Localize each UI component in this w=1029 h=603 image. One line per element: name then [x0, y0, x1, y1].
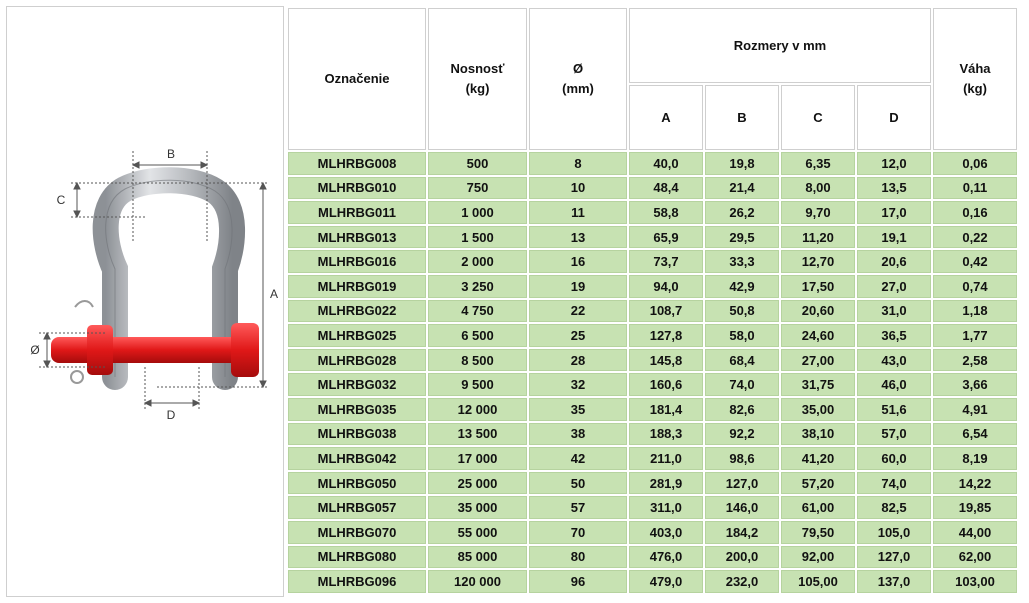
cell-weight: 1,77 — [933, 324, 1017, 347]
cell-dim-d: 27,0 — [857, 275, 931, 298]
cell-capacity: 1 000 — [428, 201, 527, 224]
table-row — [288, 201, 1017, 224]
cell-dim-b: 82,6 — [705, 398, 779, 421]
cell-dim-b: 29,5 — [705, 226, 779, 249]
cell-dim-a: 145,8 — [629, 349, 703, 372]
cell-diameter: 80 — [529, 546, 627, 569]
cell-designation: MLHRBG011 — [288, 201, 426, 224]
cell-weight: 6,54 — [933, 423, 1017, 446]
cell-diameter: 42 — [529, 447, 627, 470]
cell-designation: MLHRBG032 — [288, 373, 426, 396]
cell-dim-a: 58,8 — [629, 201, 703, 224]
cell-dim-c: 57,20 — [781, 472, 855, 495]
cell-designation: MLHRBG013 — [288, 226, 426, 249]
cell-dim-b: 50,8 — [705, 300, 779, 323]
header-a: A — [629, 85, 703, 150]
cell-capacity: 25 000 — [428, 472, 527, 495]
cell-capacity: 85 000 — [428, 546, 527, 569]
cell-dim-c: 31,75 — [781, 373, 855, 396]
cell-dim-d: 127,0 — [857, 546, 931, 569]
cell-dim-d: 82,5 — [857, 496, 931, 519]
cell-dim-d: 20,6 — [857, 250, 931, 273]
cell-dim-b: 92,2 — [705, 423, 779, 446]
shackle-diagram-panel — [6, 6, 284, 597]
header-dimensions — [629, 8, 931, 83]
cell-capacity: 2 000 — [428, 250, 527, 273]
cell-dim-b: 68,4 — [705, 349, 779, 372]
cell-diameter: 28 — [529, 349, 627, 372]
shackle-diagram — [7, 7, 285, 598]
cell-designation: MLHRBG050 — [288, 472, 426, 495]
cell-diameter: 50 — [529, 472, 627, 495]
cell-weight: 0,06 — [933, 152, 1017, 175]
cell-dim-c: 79,50 — [781, 521, 855, 544]
cell-dim-a: 73,7 — [629, 250, 703, 273]
cell-weight: 0,74 — [933, 275, 1017, 298]
cell-dim-c: 105,00 — [781, 570, 855, 593]
cell-dim-c: 41,20 — [781, 447, 855, 470]
cell-weight: 19,85 — [933, 496, 1017, 519]
shackle-pin — [51, 337, 241, 363]
header-diameter-unit: (mm) — [562, 81, 594, 96]
header-capacity-unit: (kg) — [465, 81, 490, 96]
table-row — [288, 300, 1017, 323]
spec-table — [286, 6, 1019, 595]
table-row — [288, 496, 1017, 519]
header-weight-text: Váha — [959, 61, 991, 76]
cell-designation: MLHRBG025 — [288, 324, 426, 347]
dimension-d — [145, 367, 199, 411]
cell-designation: MLHRBG019 — [288, 275, 426, 298]
cell-dim-b: 146,0 — [705, 496, 779, 519]
cell-dim-c: 8,00 — [781, 177, 855, 200]
table-row — [288, 447, 1017, 470]
cell-diameter: 19 — [529, 275, 627, 298]
table-row — [288, 349, 1017, 372]
cell-dim-b: 19,8 — [705, 152, 779, 175]
header-b: B — [705, 85, 779, 150]
table-body — [288, 152, 1017, 593]
cell-dim-d: 105,0 — [857, 521, 931, 544]
header-diameter-text: Ø — [572, 61, 584, 76]
dimension-b-label: B — [166, 147, 176, 161]
cell-dim-c: 6,35 — [781, 152, 855, 175]
cell-weight: 2,58 — [933, 349, 1017, 372]
pin-nut — [231, 323, 259, 377]
cell-dim-c: 17,50 — [781, 275, 855, 298]
cell-dim-b: 200,0 — [705, 546, 779, 569]
cell-diameter: 11 — [529, 201, 627, 224]
cell-dim-a: 160,6 — [629, 373, 703, 396]
cell-dim-a: 65,9 — [629, 226, 703, 249]
cell-weight: 0,11 — [933, 177, 1017, 200]
header-capacity-text: Nosnosť — [450, 61, 505, 76]
cell-capacity: 9 500 — [428, 373, 527, 396]
cell-capacity: 17 000 — [428, 447, 527, 470]
header-weight-unit: (kg) — [963, 81, 987, 96]
cell-dim-b: 127,0 — [705, 472, 779, 495]
cell-dim-b: 21,4 — [705, 177, 779, 200]
cell-capacity: 35 000 — [428, 496, 527, 519]
cell-designation: MLHRBG038 — [288, 423, 426, 446]
cell-dim-a: 94,0 — [629, 275, 703, 298]
cell-designation: MLHRBG010 — [288, 177, 426, 200]
cell-dim-a: 403,0 — [629, 521, 703, 544]
table-row — [288, 521, 1017, 544]
cell-dim-d: 74,0 — [857, 472, 931, 495]
cell-capacity: 3 250 — [428, 275, 527, 298]
table-row — [288, 423, 1017, 446]
cell-dim-d: 31,0 — [857, 300, 931, 323]
cell-designation: MLHRBG008 — [288, 152, 426, 175]
cell-dim-b: 33,3 — [705, 250, 779, 273]
header-d: D — [857, 85, 931, 150]
cell-dim-a: 40,0 — [629, 152, 703, 175]
cell-dim-a: 188,3 — [629, 423, 703, 446]
table-row — [288, 177, 1017, 200]
cell-dim-d: 17,0 — [857, 201, 931, 224]
cell-dim-d: 12,0 — [857, 152, 931, 175]
header-weight — [933, 8, 1017, 150]
cell-dim-c: 27,00 — [781, 349, 855, 372]
cell-weight: 1,18 — [933, 300, 1017, 323]
cell-dim-b: 58,0 — [705, 324, 779, 347]
cell-diameter: 96 — [529, 570, 627, 593]
cell-dim-a: 281,9 — [629, 472, 703, 495]
cell-dim-d: 43,0 — [857, 349, 931, 372]
dimension-b — [133, 151, 207, 243]
cell-capacity: 500 — [428, 152, 527, 175]
cell-designation: MLHRBG080 — [288, 546, 426, 569]
table-row — [288, 472, 1017, 495]
header-designation — [288, 8, 426, 150]
cell-dim-a: 127,8 — [629, 324, 703, 347]
cell-diameter: 8 — [529, 152, 627, 175]
cell-weight: 8,19 — [933, 447, 1017, 470]
cell-weight: 0,22 — [933, 226, 1017, 249]
cell-designation: MLHRBG016 — [288, 250, 426, 273]
cell-designation: MLHRBG028 — [288, 349, 426, 372]
cell-dim-c: 24,60 — [781, 324, 855, 347]
cell-weight: 3,66 — [933, 373, 1017, 396]
table-row — [288, 570, 1017, 593]
cell-diameter: 10 — [529, 177, 627, 200]
cell-capacity: 55 000 — [428, 521, 527, 544]
cell-diameter: 70 — [529, 521, 627, 544]
cell-dim-a: 311,0 — [629, 496, 703, 519]
cell-capacity: 12 000 — [428, 398, 527, 421]
cell-dim-c: 12,70 — [781, 250, 855, 273]
cell-weight: 103,00 — [933, 570, 1017, 593]
cell-dim-c: 20,60 — [781, 300, 855, 323]
cell-diameter: 25 — [529, 324, 627, 347]
cell-dim-c: 61,00 — [781, 496, 855, 519]
cell-dim-a: 181,4 — [629, 398, 703, 421]
cell-diameter: 57 — [529, 496, 627, 519]
cell-capacity: 120 000 — [428, 570, 527, 593]
cell-dim-d: 57,0 — [857, 423, 931, 446]
dimension-a-label: A — [269, 287, 279, 301]
cell-diameter: 32 — [529, 373, 627, 396]
cell-dim-d: 137,0 — [857, 570, 931, 593]
cell-dim-c: 11,20 — [781, 226, 855, 249]
cell-weight: 44,00 — [933, 521, 1017, 544]
table-row — [288, 275, 1017, 298]
header-capacity — [428, 8, 527, 150]
cell-designation: MLHRBG070 — [288, 521, 426, 544]
cell-dim-b: 42,9 — [705, 275, 779, 298]
cell-diameter: 22 — [529, 300, 627, 323]
cell-dim-c: 38,10 — [781, 423, 855, 446]
table-row — [288, 373, 1017, 396]
header-c: C — [781, 85, 855, 150]
cotter-pin-icon — [71, 371, 83, 383]
cell-diameter: 16 — [529, 250, 627, 273]
cell-dim-b: 232,0 — [705, 570, 779, 593]
cell-weight: 4,91 — [933, 398, 1017, 421]
cell-designation: MLHRBG035 — [288, 398, 426, 421]
cell-weight: 0,42 — [933, 250, 1017, 273]
cell-weight: 14,22 — [933, 472, 1017, 495]
table-row — [288, 250, 1017, 273]
cell-dim-c: 35,00 — [781, 398, 855, 421]
cell-designation: MLHRBG057 — [288, 496, 426, 519]
table-row — [288, 324, 1017, 347]
cell-dim-a: 108,7 — [629, 300, 703, 323]
dimension-d-label: D — [166, 408, 176, 422]
header-diameter — [529, 8, 627, 150]
cell-dim-b: 26,2 — [705, 201, 779, 224]
header-designation-text: Označenie — [324, 71, 390, 86]
cell-dim-d: 19,1 — [857, 226, 931, 249]
cell-dim-b: 74,0 — [705, 373, 779, 396]
header-dimensions-text: Rozmery v mm — [733, 37, 827, 53]
dimension-diameter-label: Ø — [30, 343, 40, 357]
cell-dim-d: 46,0 — [857, 373, 931, 396]
cell-designation: MLHRBG096 — [288, 570, 426, 593]
cell-diameter: 35 — [529, 398, 627, 421]
cell-capacity: 8 500 — [428, 349, 527, 372]
table-row — [288, 152, 1017, 175]
cell-dim-d: 36,5 — [857, 324, 931, 347]
cell-dim-b: 98,6 — [705, 447, 779, 470]
cell-dim-c: 9,70 — [781, 201, 855, 224]
cell-dim-d: 60,0 — [857, 447, 931, 470]
cell-capacity: 6 500 — [428, 324, 527, 347]
cell-dim-a: 479,0 — [629, 570, 703, 593]
cell-capacity: 13 500 — [428, 423, 527, 446]
cell-dim-d: 51,6 — [857, 398, 931, 421]
cell-dim-b: 184,2 — [705, 521, 779, 544]
cell-dim-a: 211,0 — [629, 447, 703, 470]
table-row — [288, 546, 1017, 569]
cell-dim-a: 476,0 — [629, 546, 703, 569]
cell-weight: 0,16 — [933, 201, 1017, 224]
cell-capacity: 4 750 — [428, 300, 527, 323]
cell-capacity: 1 500 — [428, 226, 527, 249]
cell-dim-a: 48,4 — [629, 177, 703, 200]
cell-dim-c: 92,00 — [781, 546, 855, 569]
cell-designation: MLHRBG042 — [288, 447, 426, 470]
cell-dim-d: 13,5 — [857, 177, 931, 200]
dimension-c-label: C — [56, 193, 66, 207]
cell-designation: MLHRBG022 — [288, 300, 426, 323]
cell-capacity: 750 — [428, 177, 527, 200]
cell-diameter: 13 — [529, 226, 627, 249]
table-row — [288, 226, 1017, 249]
cell-diameter: 38 — [529, 423, 627, 446]
table-row — [288, 398, 1017, 421]
cell-weight: 62,00 — [933, 546, 1017, 569]
